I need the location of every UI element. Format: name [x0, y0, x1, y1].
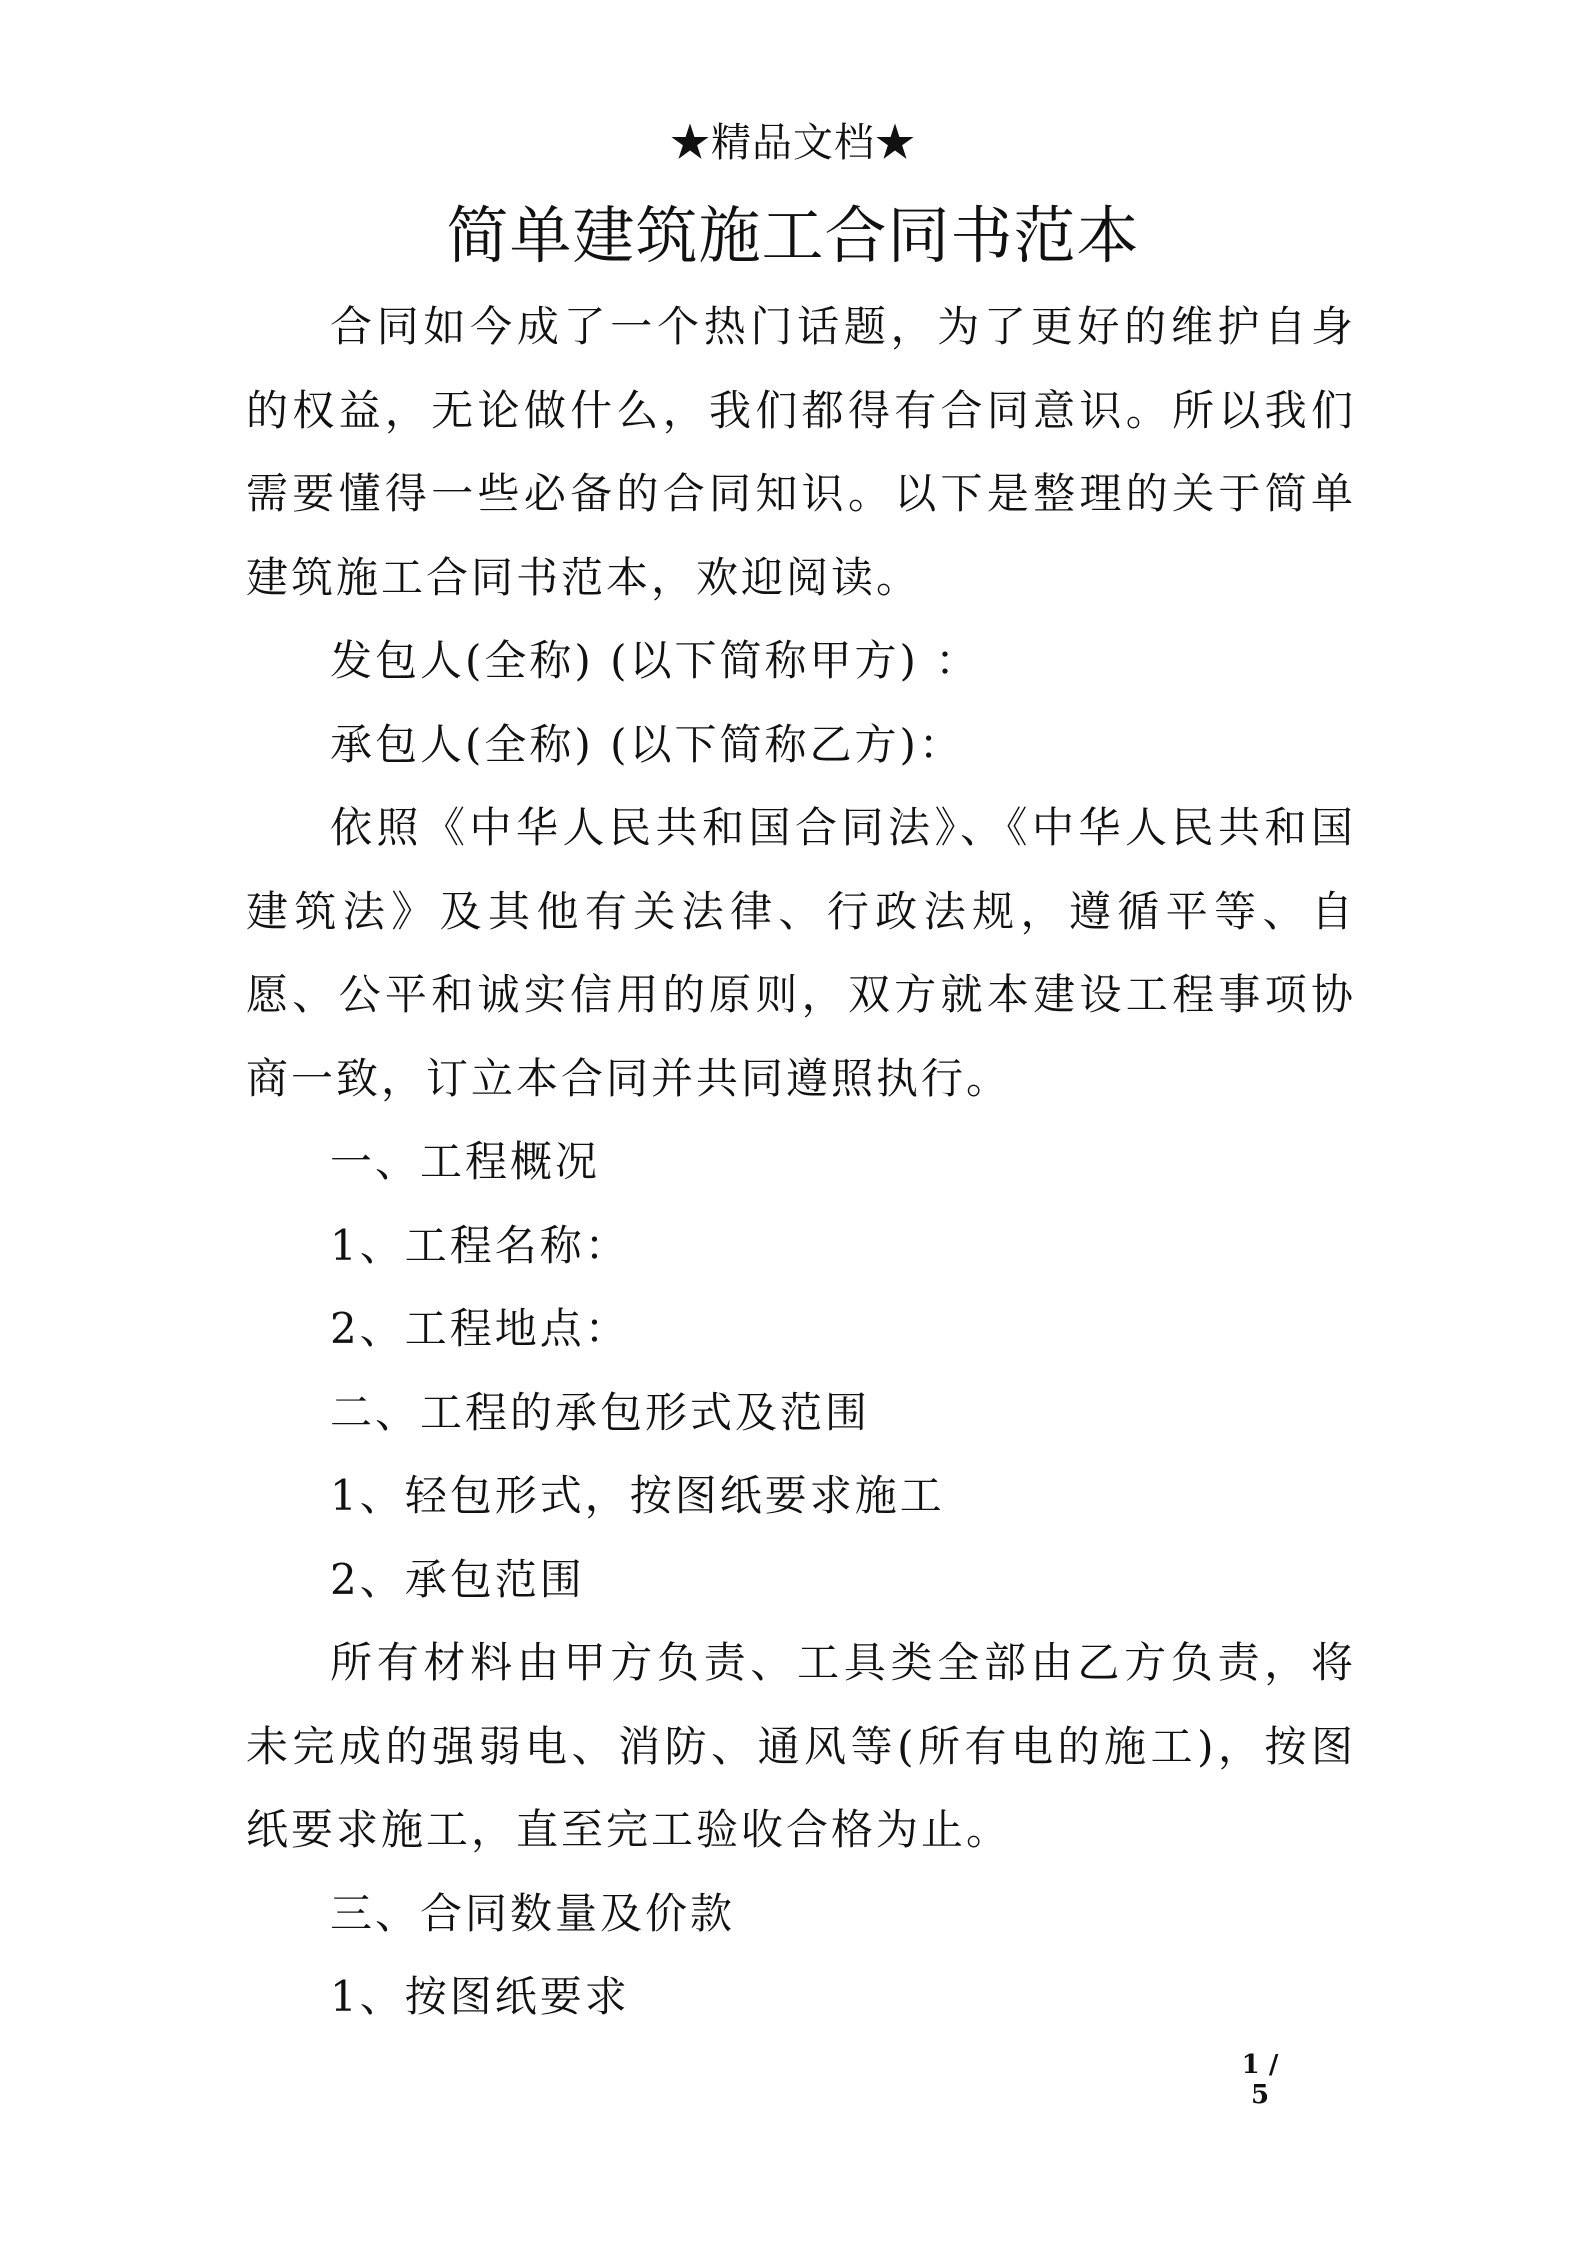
scope-paragraph: 所有材料由甲方负责、工具类全部由乙方负责，将未完成的强弱电、消防、通风等(所有电的施工)，按图纸要求施工，直至完工验收合格为止。	[246, 1638, 1356, 1854]
intro-paragraph: 合同如今成了一个热门话题，为了更好的维护自身的权益，无论做什么，我们都得有合同意识。所以我们需要懂得一些必备的合同知识。以下是整理的关于简单建筑施工合同书范本，欢迎阅读。	[246, 302, 1356, 602]
page-number: 1 / 5	[1241, 2050, 1279, 2110]
list-item: 1、按图纸要求	[330, 1972, 630, 2021]
list-item: 2、工程地点：	[330, 1304, 630, 1353]
legal-basis-paragraph: 依照《中华人民共和国合同法》、《中华人民共和国建筑法》及其他有关法律、行政法规，遵循平等、自愿、公平和诚实信用的原则，双方就本建设工程事项协商一致，订立本合同并共同遵照执行。	[246, 803, 1356, 1103]
document-body	[246, 285, 1356, 2039]
document-title: 简单建筑施工合同书范本	[446, 199, 1140, 272]
employer-line: 发包人(全称) (以下简称甲方) ：	[330, 636, 981, 685]
section-heading: 二、工程的承包形式及范围	[330, 1387, 871, 1437]
section-heading: 三、合同数量及价款	[330, 1888, 736, 1938]
list-item: 2、承包范围	[330, 1554, 585, 1604]
list-item: 1、轻包形式，按图纸要求施工	[330, 1471, 945, 1520]
contractor-line: 承包人(全称) (以下简称乙方)：	[330, 719, 964, 769]
header-mark: ★精品文档★	[670, 120, 916, 166]
section-heading: 一、工程概况	[330, 1137, 601, 1186]
list-item: 1、工程名称：	[330, 1220, 630, 1270]
